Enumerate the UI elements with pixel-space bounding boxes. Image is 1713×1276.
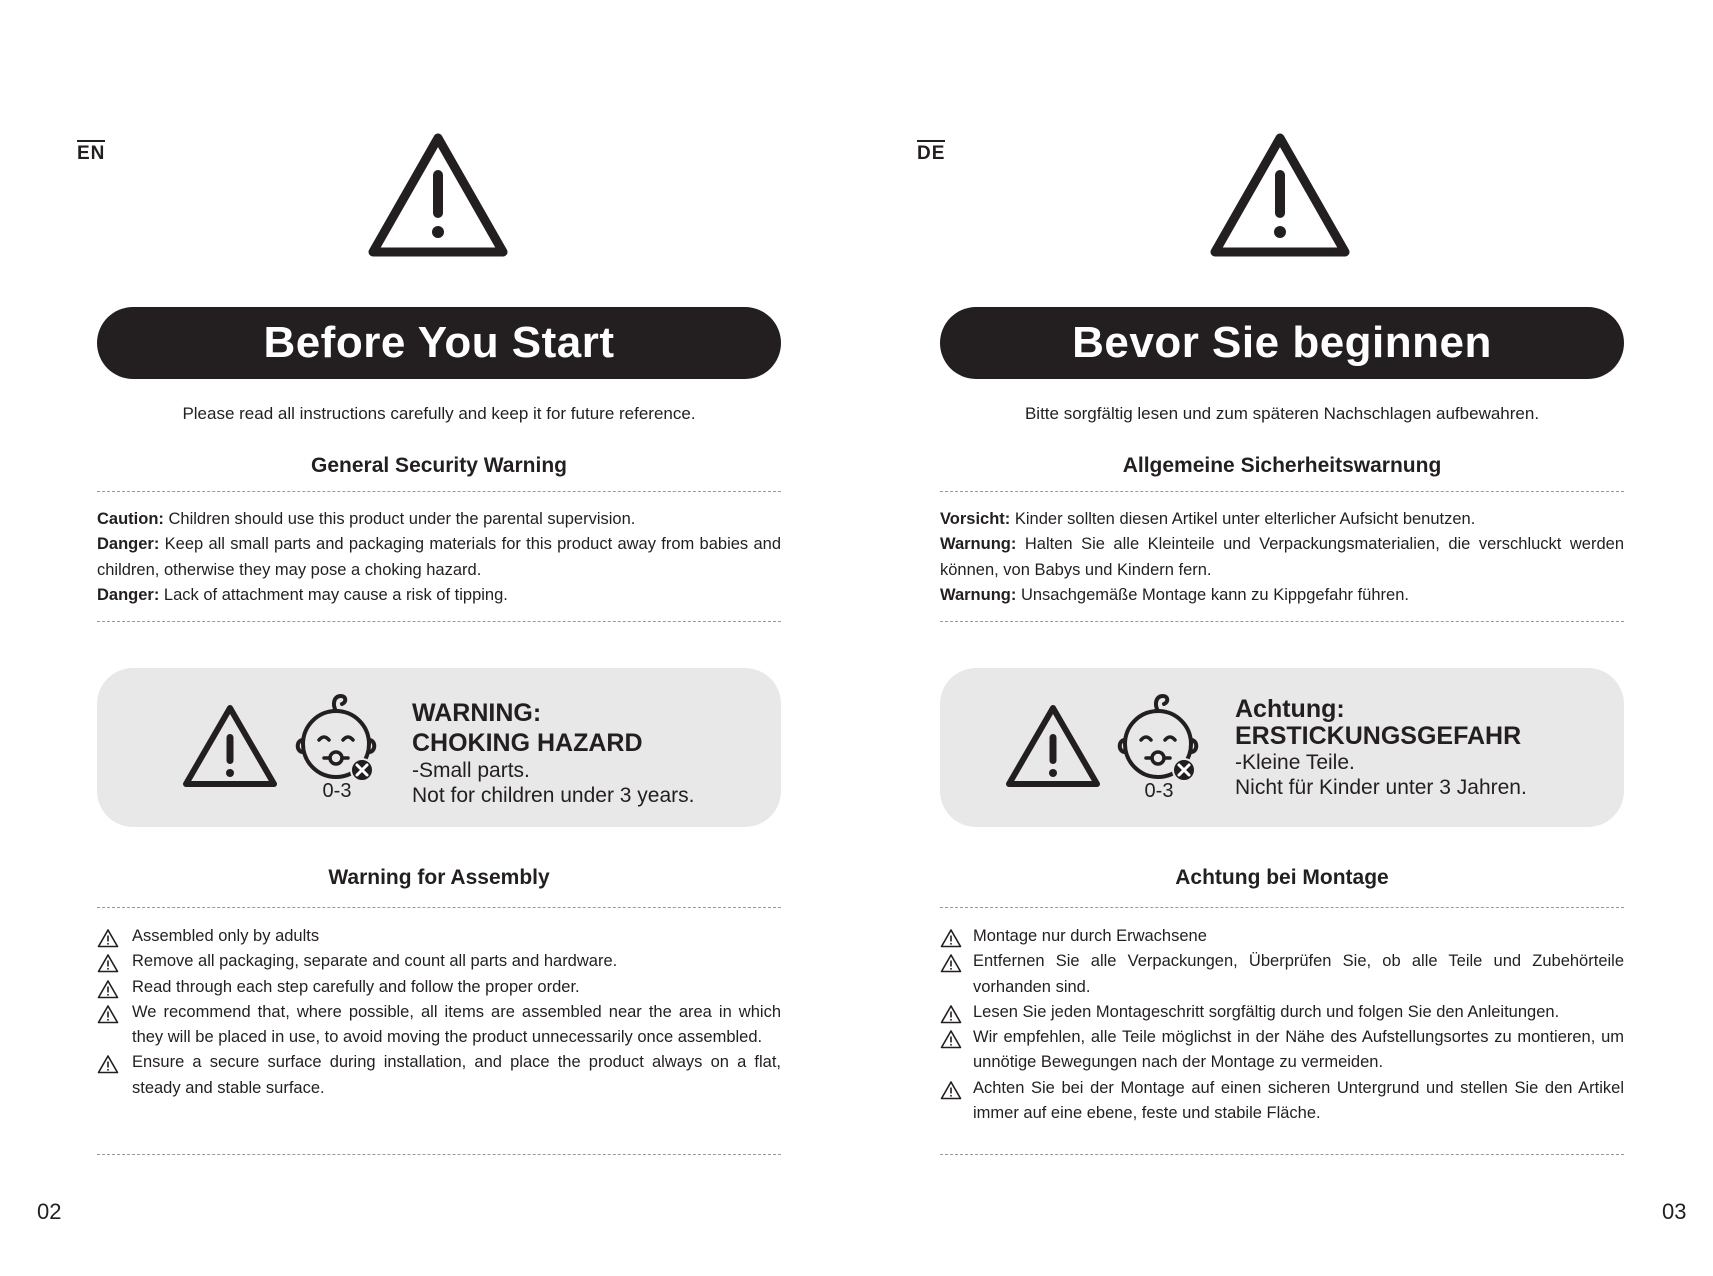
- warning-text: Keep all small parts and packaging materials for this product away from babies and children, otherwise they may pose a choking hazard.: [97, 535, 781, 579]
- list-item-text: Achten Sie bei der Montage auf einen sicheren Untergrund und stellen Sie den Artikel immer auf eine ebene, feste und stabile Fläche.: [973, 1078, 1624, 1123]
- general-warning-text: [97, 507, 781, 608]
- warning-label: Warnung:: [940, 585, 1017, 604]
- assembly-warning-list: [940, 924, 1624, 1126]
- hazard-heading: WARNING:: [412, 699, 542, 727]
- warning-triangle-icon: [365, 130, 511, 258]
- warning-triangle-icon: [181, 702, 279, 790]
- warning-triangle-icon: [97, 979, 119, 999]
- language-label: DE: [917, 140, 945, 164]
- list-item-text: We recommend that, where possible, all items are assembled near the area in which they will be placed in use, to avoid moving the product unnecessarily once assembled.: [132, 1002, 781, 1047]
- baby-face-icon: [292, 690, 384, 790]
- warning-triangle-icon: [97, 1054, 119, 1074]
- list-item-text: Lesen Sie jeden Montageschritt sorgfältig durch und folgen Sie den Anleitungen.: [973, 1002, 1560, 1021]
- warning-text: Kinder sollten diesen Artikel unter elterlicher Aufsicht benutzen.: [1010, 510, 1476, 528]
- assembly-warning-heading: Warning for Assembly: [328, 866, 550, 889]
- page-number: 02: [37, 1199, 62, 1224]
- baby-face-icon: [1114, 690, 1206, 790]
- divider: [940, 621, 1624, 622]
- warning-label: Danger:: [97, 535, 160, 554]
- list-item: [940, 1025, 1624, 1076]
- list-item: [97, 975, 781, 1000]
- intro-text: Bitte sorgfältig lesen und zum späteren Nachschlagen aufbewahren.: [1024, 404, 1540, 423]
- list-item: [97, 1000, 781, 1051]
- warning-line: [97, 507, 781, 532]
- warning-triangle-icon: [940, 928, 962, 948]
- warning-triangle-icon: [940, 1029, 962, 1049]
- warning-label: Vorsicht:: [940, 510, 1011, 528]
- list-item: [97, 1050, 781, 1101]
- warning-line: [97, 532, 781, 583]
- warning-line: [97, 583, 781, 608]
- hazard-heading: ERSTICKUNGSGEFAHR: [1235, 722, 1522, 750]
- warning-triangle-icon: [97, 953, 119, 973]
- warning-triangle-icon: [1004, 702, 1102, 790]
- list-item-text: Wir empfehlen, alle Teile möglichst in der Nähe des Aufstellungsortes zu montieren, um unnötige Bewegungen nach der Montage zu vermeiden.: [973, 1028, 1624, 1072]
- general-warning-heading: General Security Warning: [311, 454, 567, 477]
- page-title: Bevor Sie beginnen: [940, 307, 1624, 379]
- assembly-warning-heading: Achtung bei Montage: [1175, 866, 1389, 889]
- list-item: [940, 924, 1624, 949]
- assembly-warning-list: [97, 924, 781, 1101]
- list-item-text: Montage nur durch Erwachsene: [973, 927, 1207, 945]
- intro-text: Please read all instructions carefully and keep it for future reference.: [182, 404, 696, 423]
- page-de: [856, 0, 1712, 1276]
- hazard-text: [412, 698, 772, 808]
- general-warning-text: [940, 507, 1624, 608]
- divider: [940, 907, 1624, 908]
- language-label: EN: [77, 140, 105, 164]
- warning-line: [940, 532, 1624, 583]
- divider: [940, 1154, 1624, 1155]
- warning-line: [940, 583, 1624, 608]
- warning-text: Children should use this product under the parental supervision.: [163, 510, 636, 528]
- warning-triangle-icon: [97, 928, 119, 948]
- choking-hazard-box: [940, 668, 1624, 827]
- list-item: [940, 1076, 1624, 1127]
- hazard-line: Nicht für Kinder unter 3 Jahren.: [1235, 776, 1527, 799]
- warning-triangle-icon: [940, 953, 962, 973]
- divider: [97, 907, 781, 908]
- divider: [97, 491, 781, 492]
- warning-label: Warnung:: [940, 535, 1017, 554]
- warning-triangle-icon: [97, 1004, 119, 1024]
- page-en: [0, 0, 856, 1276]
- hazard-text: [1235, 696, 1595, 800]
- hazard-heading: CHOKING HAZARD: [412, 729, 643, 757]
- hazard-line: -Kleine Teile.: [1235, 751, 1355, 774]
- warning-text: Lack of attachment may cause a risk of tipping.: [159, 585, 508, 604]
- warning-text: Halten Sie alle Kleinteile und Verpackungsmaterialien, die verschluckt werden können, von Babys und Kindern fern.: [940, 535, 1624, 579]
- list-item-text: Remove all packaging, separate and count all parts and hardware.: [132, 952, 618, 971]
- warning-triangle-icon: [940, 1004, 962, 1024]
- hazard-heading: Achtung:: [1235, 695, 1345, 723]
- warning-triangle-icon: [1207, 130, 1353, 258]
- warning-label: Danger:: [97, 585, 160, 604]
- list-item-text: Entfernen Sie alle Verpackungen, Überprüfen Sie, ob alle Teile und Zubehörteile vorhanden sind.: [973, 952, 1624, 996]
- hazard-line: Not for children under 3 years.: [412, 784, 695, 807]
- page-number: 03: [1662, 1199, 1687, 1224]
- warning-label: Caution:: [97, 510, 164, 528]
- list-item: [940, 949, 1624, 1000]
- divider: [97, 621, 781, 622]
- divider: [97, 1154, 781, 1155]
- warning-triangle-icon: [940, 1080, 962, 1100]
- list-item-text: Read through each step carefully and follow the proper order.: [132, 977, 580, 996]
- list-item-text: Ensure a secure surface during installation, and place the product always on a flat, steady and stable surface.: [132, 1053, 781, 1097]
- age-label: 0-3: [1144, 780, 1174, 802]
- page-title: Before You Start: [97, 307, 781, 379]
- list-item: [940, 1000, 1624, 1025]
- choking-hazard-box: [97, 668, 781, 827]
- general-warning-heading: Allgemeine Sicherheitswarnung: [1122, 454, 1442, 477]
- warning-line: [940, 507, 1624, 532]
- list-item-text: Assembled only by adults: [132, 927, 320, 945]
- warning-text: Unsachgemäße Montage kann zu Kippgefahr führen.: [1016, 585, 1409, 604]
- age-label: 0-3: [322, 780, 352, 802]
- hazard-line: -Small parts.: [412, 759, 530, 782]
- list-item: [97, 949, 781, 974]
- list-item: [97, 924, 781, 949]
- divider: [940, 491, 1624, 492]
